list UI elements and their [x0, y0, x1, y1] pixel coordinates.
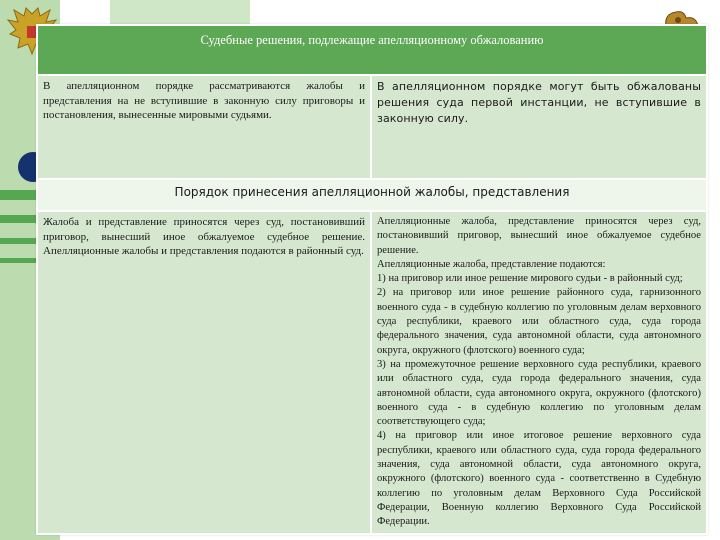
procedure-paragraph: 4) на приговор или иное итоговое решение верховного суда республики, краевого или областного суда, суда города федерального значения, суда автономной области, суда автономного округа, окружного (флотского) военного суда - соответственно в Судебную коллегию по уголовным делам Верховного Суда Российской Федерации, Военную коллегию Верховного Суда Российской Федерации. [377, 430, 701, 528]
procedure-paragraph: Апелляционные жалоба, представление приносятся через суд, постановивший приговор, вынесший иное обжалуемое судебное решение. [377, 216, 701, 256]
cell-first-instance-appeal: В апелляционном порядке могут быть обжалованы решения суда первой инстанции, не вступившие в законную силу. [371, 75, 707, 179]
table-row [37, 211, 707, 534]
procedure-paragraph: 1) на приговор или иное решение мирового судьи - в районный суд; [377, 273, 683, 285]
procedure-paragraph: 3) на промежуточное решение верховного суда республики, краевого или областного суда, суда города федерального значения, суда автономной области, суда автономного округа, окружного (флотского) военного суда - в судебную коллегию по уголовным делам соответствующего суда; [377, 358, 701, 428]
table-row [37, 75, 707, 179]
table-subheader: Порядок принесения апелляционной жалобы, представления [37, 179, 707, 211]
green-stripe [0, 238, 38, 244]
procedure-paragraph: Апелляционные жалоба, представление подаются: [377, 258, 606, 270]
green-stripe [0, 190, 38, 200]
cell-filing-procedure-list [371, 211, 707, 534]
green-stripe [0, 215, 38, 223]
procedure-paragraph: 2) на приговор или иное решение районного суда, гарнизонного военного суда - в судебную коллегию по уголовным делам верховного суда республики, краевого или областного суда, суда города федерального значения, суда автономной области, суда автономного округа, окружного (флотского) военного суда; [377, 287, 701, 356]
cell-filing-procedure-district: Жалоба и представление приносятся через суд, постановивший приговор, вынесший иное обжалуемое судебное решение. Апелляционные жалобы и представления подаются в районный суд. [37, 211, 371, 534]
table-header-row [37, 25, 707, 75]
table-header: Судебные решения, подлежащие апелляционному обжалованию [37, 25, 707, 75]
table-subheader-row [37, 179, 707, 211]
cell-magistrate-appeal: В апелляционном порядке рассматриваются жалобы и представления на не вступившие в законную силу приговоры и постановления, вынесенные мировыми судьями. [37, 75, 371, 179]
green-stripe [0, 258, 38, 263]
appeal-decisions-table [36, 24, 708, 535]
